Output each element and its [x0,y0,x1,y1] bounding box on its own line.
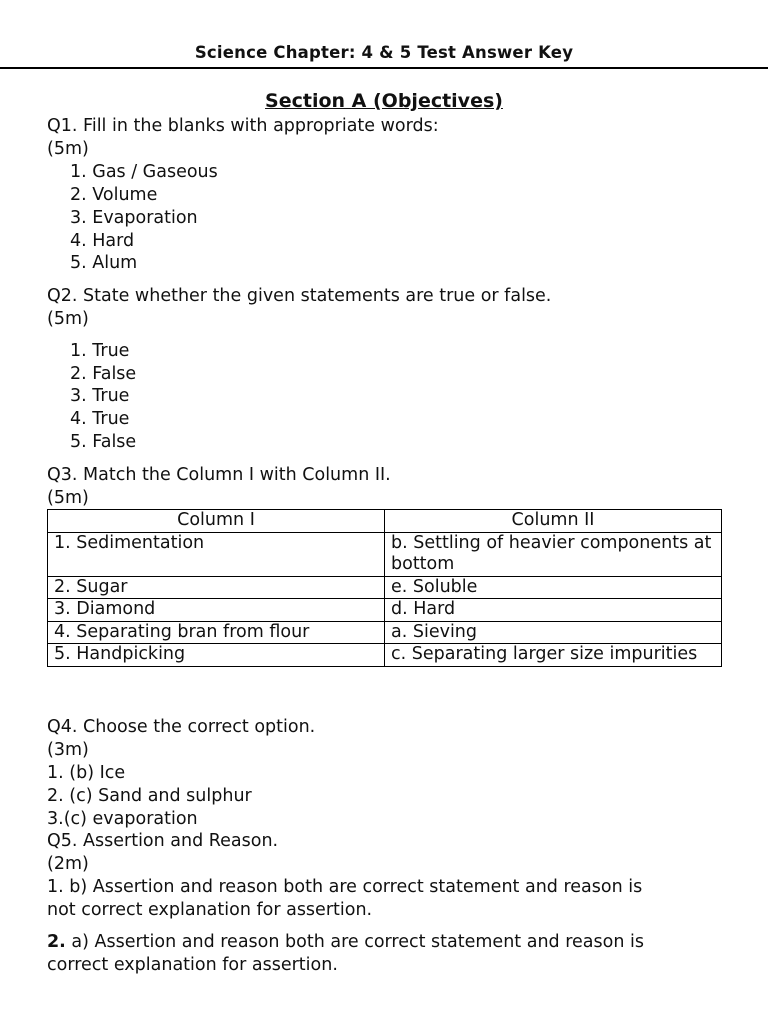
q5-question: Q5. Assertion and Reason. [47,831,279,851]
column-ii-cell: d. Hard [385,599,722,622]
q2-answer: 4. True [70,409,130,429]
column-i-cell: 2. Sugar [48,576,385,599]
q2-answer: 2. False [70,364,137,384]
document-header-title: Science Chapter: 4 & 5 Test Answer Key [194,43,574,62]
section-title: Section A (Objectives) [265,90,503,112]
q4-answer: 2. (c) Sand and sulphur [47,786,252,806]
q2-marks: (5m) [47,309,89,329]
q5-answer-1-line-1: 1. b) Assertion and reason both are correct statement and reason is [47,877,643,897]
q1-marks: (5m) [47,139,89,159]
column-ii-cell: b. Settling of heavier components at bottom [385,532,722,576]
q2-answer: 1. True [70,341,130,361]
header-divider [0,67,768,69]
q1-question: Q1. Fill in the blanks with appropriate words: [47,116,439,136]
q4-answer: 3.(c) evaporation [47,809,198,829]
q1-answer: 4. Hard [70,231,135,251]
q5-answer-2-number: 2. [47,932,66,952]
column-i-cell: 5. Handpicking [48,644,385,667]
q5-marks: (2m) [47,854,89,874]
q5-answer-2-line-1 [47,931,644,953]
table-row [48,644,722,667]
column-i-cell: 1. Sedimentation [48,532,385,576]
column-ii-header: Column II [385,510,722,533]
match-table [47,509,722,667]
q1-answer: 5. Alum [70,253,138,273]
q2-answer: 3. True [70,386,130,406]
column-ii-cell: e. Soluble [385,576,722,599]
q4-question: Q4. Choose the correct option. [47,717,316,737]
column-ii-cell: a. Sieving [385,621,722,644]
table-header-row [48,510,722,533]
table-row [48,599,722,622]
column-ii-cell: c. Separating larger size impurities [385,644,722,667]
q1-answer: 2. Volume [70,185,158,205]
q1-answer: 1. Gas / Gaseous [70,162,218,182]
q2-answer: 5. False [70,432,137,452]
q3-question: Q3. Match the Column I with Column II. [47,465,391,485]
column-i-cell: 4. Separating bran from flour [48,621,385,644]
column-i-cell: 3. Diamond [48,599,385,622]
q5-answer-2-line-2: correct explanation for assertion. [47,955,338,975]
q4-answer: 1. (b) Ice [47,763,126,783]
table-row [48,576,722,599]
q2-question: Q2. State whether the given statements are true or false. [47,286,552,306]
q5-answer-2-text: a) Assertion and reason both are correct statement and reason is [65,932,644,952]
column-i-header: Column I [48,510,385,533]
table-row [48,532,722,576]
table-row [48,621,722,644]
q3-marks: (5m) [47,488,89,508]
q4-marks: (3m) [47,740,89,760]
q1-answer: 3. Evaporation [70,208,198,228]
q5-answer-1-line-2: not correct explanation for assertion. [47,900,373,920]
